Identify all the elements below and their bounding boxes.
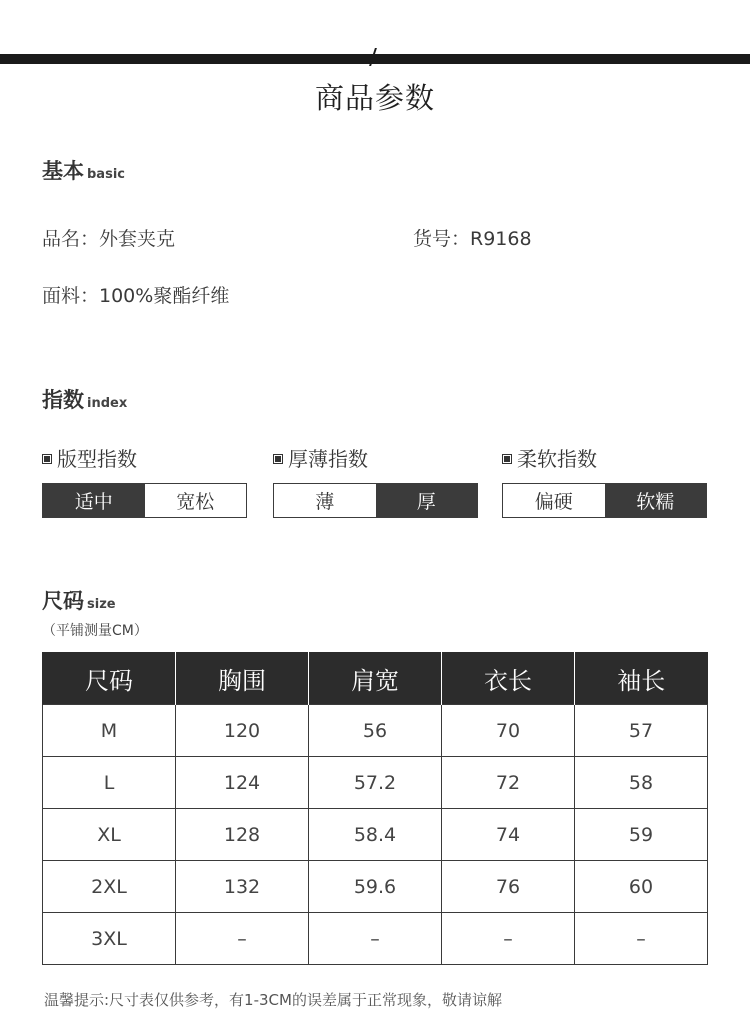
- softness-option-stiff: 偏硬: [534, 491, 573, 513]
- product-code: 货号：R9168: [413, 228, 532, 250]
- table-cell: M: [43, 705, 176, 757]
- size-heading-text: 尺码: [42, 589, 84, 613]
- table-cell: 58.4: [309, 809, 442, 861]
- table-cell: L: [43, 757, 176, 809]
- basic-heading-text: 基本: [42, 159, 84, 183]
- table-row: [43, 913, 708, 965]
- product-fabric: 面料：100%聚酯纤维: [42, 285, 230, 307]
- index-heading-sub: index: [87, 396, 128, 411]
- table-cell: –: [575, 913, 708, 965]
- header-size: 尺码: [43, 652, 176, 705]
- table-cell: 132: [176, 861, 309, 913]
- table-cell: XL: [43, 809, 176, 861]
- basic-section-heading: [42, 155, 125, 185]
- table-cell: 76: [442, 861, 575, 913]
- square-bullet-icon: [42, 454, 52, 464]
- basic-heading-sub: basic: [87, 167, 125, 182]
- size-heading-sub: size: [87, 597, 116, 612]
- softness-option-soft: 软糯: [605, 484, 707, 517]
- product-name: 品名：外套夹克: [42, 228, 176, 250]
- table-cell: 74: [442, 809, 575, 861]
- square-bullet-icon: [502, 454, 512, 464]
- index-section-heading: [42, 384, 127, 414]
- table-cell: 2XL: [43, 861, 176, 913]
- header-shoulder: 肩宽: [309, 652, 442, 705]
- header-length: 衣长: [442, 652, 575, 705]
- thickness-index-scale: [273, 483, 478, 518]
- fit-index-label: 版型指数: [42, 443, 137, 472]
- softness-index-label: 柔软指数: [502, 443, 597, 472]
- table-cell: 57: [575, 705, 708, 757]
- size-section-heading: [42, 585, 116, 615]
- table-row: [43, 809, 708, 861]
- table-cell: 56: [309, 705, 442, 757]
- thickness-index-label: 厚薄指数: [273, 443, 368, 472]
- softness-index-scale: [502, 483, 707, 518]
- size-table-header-row: [43, 652, 708, 705]
- table-row: [43, 705, 708, 757]
- table-cell: 59: [575, 809, 708, 861]
- table-cell: 57.2: [309, 757, 442, 809]
- page-title: 商品参数: [314, 81, 435, 115]
- table-row: [43, 757, 708, 809]
- table-cell: 120: [176, 705, 309, 757]
- table-row: [43, 861, 708, 913]
- table-cell: 124: [176, 757, 309, 809]
- thickness-option-thick: 厚: [376, 484, 478, 517]
- table-cell: 3XL: [43, 913, 176, 965]
- fit-index-scale: [42, 483, 247, 518]
- header-chest: 胸围: [176, 652, 309, 705]
- table-cell: 58: [575, 757, 708, 809]
- table-cell: –: [176, 913, 309, 965]
- thickness-option-thin: 薄: [315, 491, 335, 513]
- table-cell: –: [309, 913, 442, 965]
- square-bullet-icon: [273, 454, 283, 464]
- header-sleeve: 袖长: [575, 652, 708, 705]
- table-cell: 60: [575, 861, 708, 913]
- table-cell: –: [442, 913, 575, 965]
- size-table: [42, 652, 708, 965]
- fit-option-loose: 宽松: [176, 491, 215, 513]
- table-cell: 59.6: [309, 861, 442, 913]
- size-measure-note: （平铺测量CM）: [42, 623, 148, 639]
- table-cell: 128: [176, 809, 309, 861]
- index-heading-text: 指数: [42, 388, 84, 412]
- top-divider-bar: [0, 54, 750, 64]
- fit-option-regular: 适中: [43, 484, 145, 517]
- table-cell: 72: [442, 757, 575, 809]
- table-cell: 70: [442, 705, 575, 757]
- footer-note: 温馨提示:尺寸表仅供参考，有1-3CM的误差属于正常现象，敬请谅解: [44, 991, 502, 1009]
